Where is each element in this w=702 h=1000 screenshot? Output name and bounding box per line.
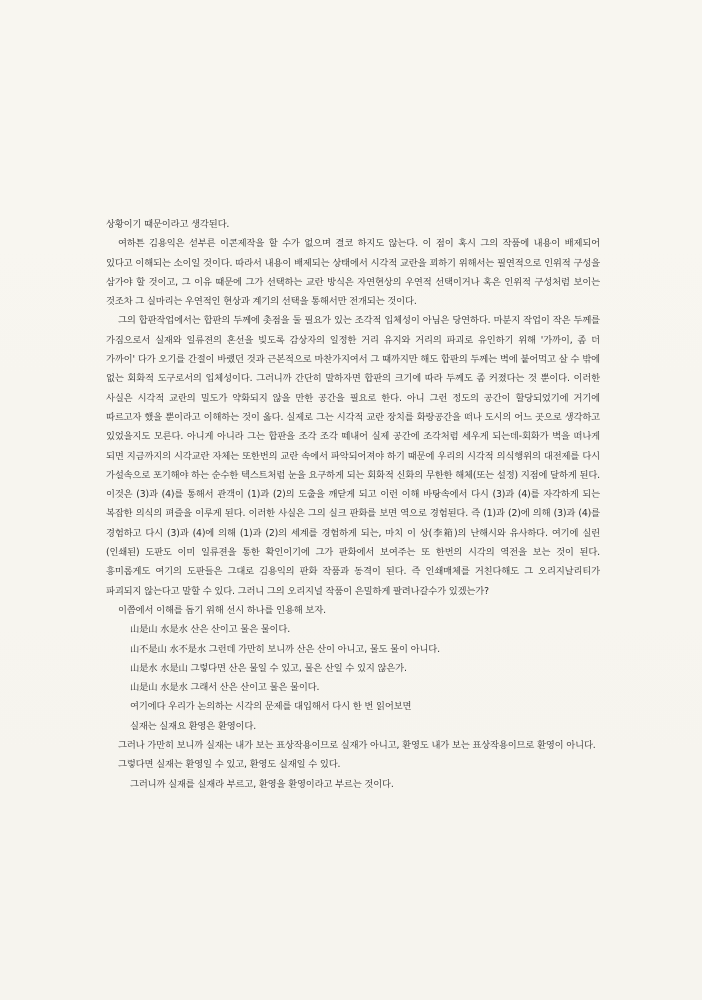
paragraph-1: 여하튼 김용익은 섣부른 이콘제작을 할 수가 없으며 결코 하지도 않는다. 이 점이 혹시 그의 작품에 내용이 배제되어 있다고 이해되는 소이일 것이다. 따라서 내용이 배제되는 상태에서 시각적 교란을 꾀하기 위해서는 필연적으로 인위적 구성을 삼가야 할 것이고, 그 이유 때문에 그가 선택하는 교란 방식은 자연현상의 우연적 선택이거나 혹은 인위적 구성처럼 보이는 것조차 그 실마리는 우연적인 현상과 계기의 선택을 통해서만 전개되는 것이다. [106, 238, 600, 308]
paragraph-11: 그렇다면 실재는 환영일 수 있고, 환영도 실재일 수 있다. [118, 759, 341, 771]
paragraph-8: 여기에다 우리가 논의하는 시각의 문제를 대입해서 다시 한 번 읽어보면 [130, 701, 412, 713]
paragraph-3: 이쯤에서 이해를 돕기 위해 선시 하나를 인용해 보자. [118, 604, 326, 616]
verse-line-4: 山是山 水是水 그래서 산은 산이고 물은 물이다. [130, 682, 320, 694]
verse-line-3: 山是水 水是山 그렇다면 산은 물일 수 있고, 물은 산일 수 있지 않은가. [130, 662, 407, 674]
verse-line-2: 山不是山 水不是水 그런데 가만히 보니까 산은 산이 아니고, 물도 물이 아니다. [130, 643, 440, 655]
paragraph-2: 그의 합판작업에서는 합판의 두께에 촛점을 둘 필요가 있는 조각적 입체성이 아님은 당연하다. 마분지 작업이 작은 두께를 가짐으로서 실재와 일류젼의 혼선을 빚도록 감상자의 일정한 거리 유지와 거리의 파괴로 유인하기 위해 '가까이, 좀 더 가까이' 다가 오기를 간절이 바랬던 것과 근본적으로 마찬가지여서 그 때까지만 해도 합판의 두께는 벽에 붙어먹고 살 수 밖에 없는 회화적 도구로서의 입체성이다. 그러니까 간단히 말하자면 합판의 크기에 따라 두께도 좀 커졌다는 것 뿐이다. 이러한 사실은 시각적 교란의 밀도가 약화되지 않을 만한 공간을 필요로 한다. 아니 그런 정도의 공간이 할당되었기에 거기에 따르고자 했을 뿐이라고 이해하는 것이 옳다. 실제로 그는 시각적 교란 장치를 화랑공간을 떠나 도시의 어느 곳으로 생각하고 있었을지도 모른다. 아니게 아니라 그는 합판을 조각 조각 떼내어 실제 공간에 조각처럼 세우게 되는데-회화가 벽을 떠나게 되면 지금까지의 시각교란 자체는 또한번의 교란 속에서 파악되어져야 하기 때문에 우리의 시각적 의식행위의 대전제를 다시 가설속으로 포기해야 하는 순수한 텍스트처럼 눈을 요구하게 되는 회화적 신화의 무한한 해체(또는 설정) 지점에 달하게 된다. 이것은 (3)과 (4)를 통해서 관객이 (1)과 (2)의 도출을 깨닫게 되고 이런 이해 바탕속에서 다시 (3)과 (4)를 자각하게 되는 복잡한 의식의 펴즐을 이루게 된다. 이러한 사실은 그의 실크 판화를 보면 역으로 경험된다. 즉 (1)과 (2)에 의해 (3)과 (4)를 경험하고 다시 (3)과 (4)에 의해 (1)과 (2)의 세계를 경험하게 되는, 마치 이 상(李箱)의 난해시와 유사하다. 여기에 실린(인쇄된) 도판도 이미 일류젼을 통한 확인이기에 그가 판화에서 보여주는 또 한번의 시각의 역전을 보는 것이 된다. 흥미롭게도 여기의 도판들은 그대로 김용익의 판화 작품과 동격이 된다. 즉 인쇄매체를 거친다해도 그 오리지날리티가 파괴되지 않는다고 말할 수 있다. 그러니 그의 오리지널 작품이 은밀하게 팔려나갈수가 있겠는가? [106, 315, 600, 597]
paragraph-0: 상황이기 때문이라고 생각된다. [106, 219, 230, 230]
paragraph-12: 그러니까 실재를 실재라 부르고, 환영을 환영이라고 부르는 것이다. [130, 778, 394, 790]
verse-line-1: 山是山 水是水 산은 산이고 물은 물이다. [130, 624, 291, 636]
paragraph-10: 그러나 가만히 보니까 실재는 내가 보는 표상작용이므로 실재가 아니고, 환영도 내가 보는 표상작용이므로 환영이 아니다. [118, 740, 596, 752]
body-text [106, 215, 600, 794]
paragraph-9: 실재는 실재요 환영은 환영이다. [130, 720, 257, 732]
